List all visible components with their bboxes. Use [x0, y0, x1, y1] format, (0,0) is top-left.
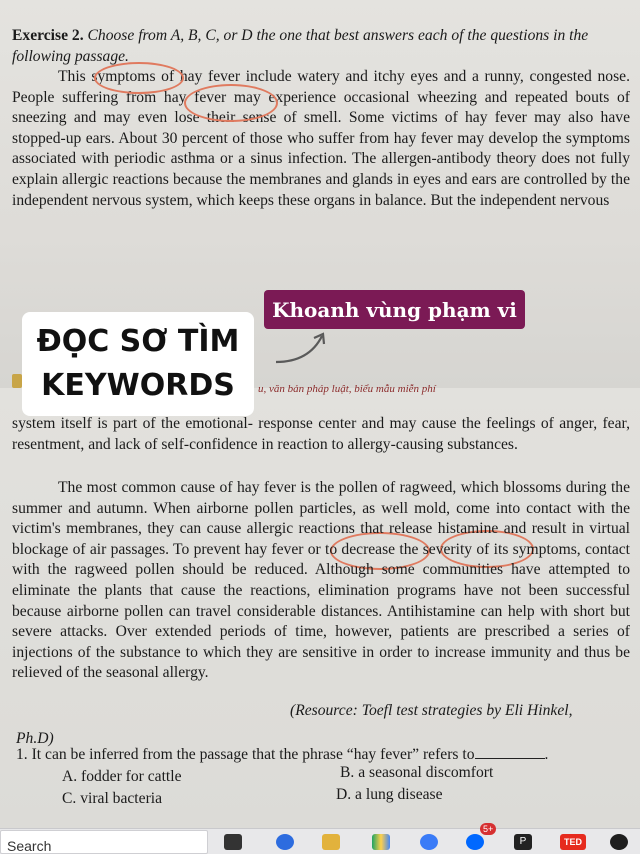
passage-bottom-2-text: The most common cause of hay fever is the pollen of ragweed, which blossoms during the summer and autumn. When airborne pollen particles, as well mold, come into contact with the victim's membranes, they can cause allergic reactions that release histamine and result in virtual blockage of air passages. To prevent hay fever or to decrease the severity of its symptoms, contact with the ragweed pollen should be reduced. Although some communities have attempted to eliminate the plants that cause the reactions, elimination programs have not been successful because airborne pollen can travel considerable distances. Antihistamine can help with short but severe attacks. Over extended periods of time, however, patients are prescribed a series of injections of the substance to which they are sensitive in order to increase immunity and thus be relieved of the seasonal allergy. [12, 479, 630, 682]
passage-top-text: This symptoms of hay fever include watery and itchy eyes and a runny, congested nose. People suffering from hay fever may experience occasional wheezing and repeated bouts of sneezing and may even lose their sense of smell. Some victims of hay fever may also have stopped-up ears. About 30 percent of those who suffer from hay fever may develop the symptoms associated with periodic asthma or a sinus infection. The allergen-antibody theory does not fully explain allergic reactions because the membranes and glands in eyes and ears are controlled by the independent nervous system, which keeps these organs in balance. But the independent nervous [12, 68, 630, 209]
exercise-number: Exercise 2. [12, 27, 84, 44]
white-badge [22, 312, 254, 416]
question-1: 1. It can be inferred from the passage that the phrase “hay fever” refers to . [16, 746, 549, 763]
passage-bottom-2 [12, 478, 630, 684]
white-badge-line1: ĐỌC SƠ TÌM [36, 324, 240, 359]
answer-blank [475, 758, 545, 759]
option-d: D. a lung disease [336, 786, 443, 803]
watermark-logo-icon [12, 374, 22, 388]
ted-label: TED [564, 837, 582, 847]
white-badge-line2: KEYWORDS [41, 368, 235, 403]
passage-bottom-1: system itself is part of the emotional- response center and may cause the feelings of anger, fear, resentment, and lack of self-confidence in reaction to allergy-causing substances. [12, 415, 630, 453]
purple-badge: Khoanh vùng phạm vi [264, 290, 525, 329]
search-label: Search [7, 838, 52, 854]
zalo-badge: 5+ [480, 823, 496, 835]
resource-citation-end: Ph.D) [16, 730, 54, 747]
file-explorer-icon[interactable] [322, 834, 340, 850]
google-drive-icon[interactable] [372, 834, 390, 850]
task-view-icon[interactable] [224, 834, 242, 850]
watermark-text: u, văn bản pháp luật, biểu mẫu miễn phí [258, 383, 436, 395]
zalo-icon[interactable] [466, 834, 484, 850]
option-c: C. viral bacteria [62, 790, 163, 807]
taskbar [0, 824, 640, 854]
p-app-label: P [519, 836, 527, 847]
messenger-icon[interactable] [420, 834, 438, 850]
exercise-instruction: Choose from A, B, C, or D the one that best answers each of the questions in the following passage. [12, 27, 589, 65]
p-app-icon[interactable] [514, 834, 532, 850]
arrow-icon [270, 328, 334, 368]
app-icon[interactable] [610, 834, 628, 850]
taskbar-search-box[interactable] [0, 830, 208, 854]
option-a: A. fodder for cattle [62, 768, 182, 785]
passage-top [12, 67, 630, 211]
zoom-icon[interactable] [276, 834, 294, 850]
resource-citation: (Resource: Toefl test strategies by Eli Hinkel, [290, 702, 573, 719]
exercise-heading [12, 26, 632, 67]
ted-icon[interactable] [560, 834, 586, 850]
option-b: B. a seasonal discomfort [340, 764, 494, 781]
question-1-text: 1. It can be inferred from the passage that the phrase “hay fever” refers to [16, 746, 475, 763]
